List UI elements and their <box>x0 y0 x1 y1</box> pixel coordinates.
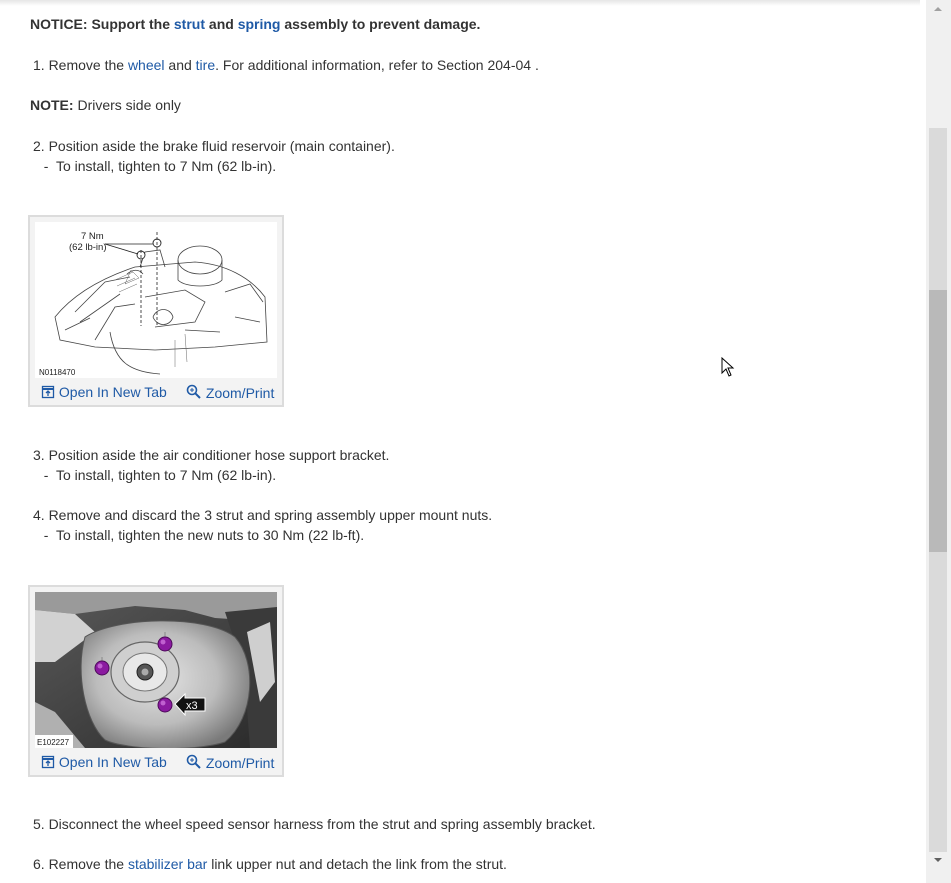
figure-strut-mount-nuts <box>28 585 284 777</box>
open-in-new-tab-button[interactable] <box>41 754 167 772</box>
step-text: link upper nut and detach the link from the strut. <box>207 856 507 872</box>
magnifier-icon <box>186 384 202 403</box>
zoom-print-label: Zoom/Print <box>205 755 275 771</box>
figure-brake-reservoir <box>28 215 284 407</box>
figure-actions <box>30 749 282 773</box>
brake-reservoir-diagram[interactable] <box>35 222 277 378</box>
step-1 <box>33 56 539 74</box>
note-label: NOTE: <box>30 97 74 113</box>
scroll-down-arrow-icon[interactable] <box>929 851 947 869</box>
notice-line <box>30 15 480 33</box>
figure-code: N0118470 <box>39 368 76 377</box>
wheel-link[interactable]: wheel <box>127 57 165 73</box>
notice-text: Support the <box>87 16 174 32</box>
scroll-thumb[interactable] <box>929 290 947 552</box>
notice-label: NOTICE: <box>30 16 88 32</box>
step-3: 3. Position aside the air conditioner hose support bracket. <box>33 447 390 463</box>
step-text: . For additional information, refer to Section 204-04 . <box>215 57 539 73</box>
open-new-tab-icon <box>41 755 55 772</box>
torque-label-lbin: (62 lb-in) <box>69 242 107 253</box>
step-text: 6. Remove the <box>33 856 128 872</box>
note-text: Drivers side only <box>73 97 181 113</box>
step-4-torque: - To install, tighten the new nuts to 30 Nm (22 lb-ft). <box>36 527 365 543</box>
notice-text: and <box>205 16 238 32</box>
note-line <box>30 96 181 114</box>
spring-link[interactable]: spring <box>237 16 281 32</box>
step-4: 4. Remove and discard the 3 strut and spring assembly upper mount nuts. <box>33 507 493 523</box>
figure-code: E102227 <box>37 738 70 747</box>
vertical-scrollbar[interactable] <box>926 0 951 883</box>
open-in-new-tab-label: Open In New Tab <box>58 754 167 770</box>
zoom-print-button[interactable] <box>186 754 274 773</box>
stabilizer-bar-link[interactable]: stabilizer bar <box>127 856 208 872</box>
strut-link[interactable]: strut <box>173 16 206 32</box>
figure-actions <box>30 379 282 403</box>
step-text: 1. Remove the <box>33 57 128 73</box>
step-5: 5. Disconnect the wheel speed sensor harness from the strut and spring assembly bracket. <box>33 816 596 832</box>
step-2-torque: - To install, tighten to 7 Nm (62 lb-in). <box>36 158 277 174</box>
strut-mount-nuts-photo[interactable] <box>35 592 277 748</box>
open-in-new-tab-label: Open In New Tab <box>58 384 167 400</box>
scroll-up-arrow-icon[interactable] <box>929 0 947 18</box>
zoom-print-label: Zoom/Print <box>205 385 275 401</box>
mouse-pointer-icon <box>721 357 735 382</box>
nut-count-callout: x3 <box>186 700 198 712</box>
step-6 <box>33 855 507 873</box>
torque-label-nm: 7 Nm <box>81 231 104 242</box>
step-text: and <box>164 57 196 73</box>
open-new-tab-icon <box>41 385 55 402</box>
notice-text: assembly to prevent damage. <box>280 16 481 32</box>
top-shadow <box>0 0 920 6</box>
magnifier-icon <box>186 754 202 773</box>
step-3-torque: - To install, tighten to 7 Nm (62 lb-in). <box>36 467 277 483</box>
tire-link[interactable]: tire <box>195 57 216 73</box>
step-2: 2. Position aside the brake fluid reservoir (main container). <box>33 138 395 154</box>
open-in-new-tab-button[interactable] <box>41 384 167 402</box>
zoom-print-button[interactable] <box>186 384 274 403</box>
